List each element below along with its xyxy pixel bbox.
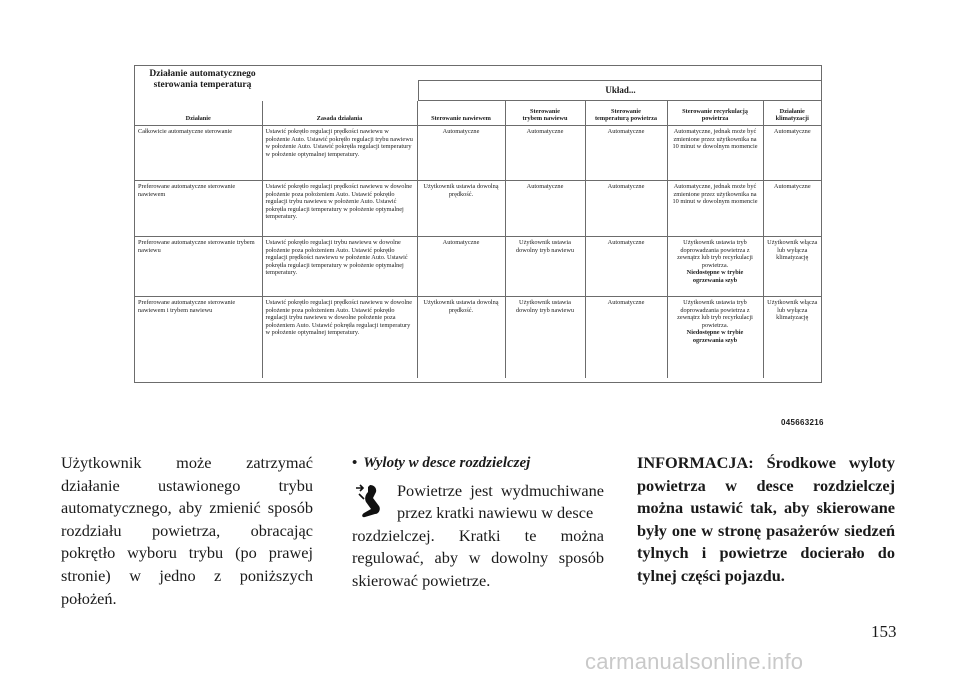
cell-recirc: Automatyczne, jednak może być zmienione przez użytkownika na 10 minut w dowolnym momencie [667, 126, 763, 181]
figure-title-line1: Działanie automatycznego [149, 69, 256, 79]
table-row [135, 181, 821, 237]
col-header-ac: Działanie klimatyzacji [763, 101, 821, 126]
cell-temp-ctl: Automatyczne [585, 237, 667, 297]
cell-rule: Ustawić pokrętło regulacji trybu nawiewu w dowolne położenie poza położeniem Auto. Ustawić pokrętło regulacji prędkości nawiewu w położenie Auto. Ustawić pokrętła regulacji temperatury w położenie optymalnej temperatury. [262, 237, 417, 297]
col-header-rule: Zasada działania [262, 101, 417, 126]
cell-mode: Preferowane automatyczne sterowanie nawiewem i trybem nawiewu [135, 297, 262, 379]
col-header-mode-ctl: Sterowanie trybem nawiewu [505, 101, 585, 126]
table-row [135, 126, 821, 181]
cell-blower: Użytkownik ustawia dowolną prędkość. [417, 181, 505, 237]
cell-blower: Użytkownik ustawia dowolną prędkość. [417, 297, 505, 379]
recirc-note: Niedostępne w trybie [686, 269, 744, 277]
bullet-section [352, 452, 604, 593]
cell-mode-ctl: Automatyczne [505, 126, 585, 181]
table-row [135, 297, 821, 379]
cell-mode: Całkowicie automatyczne sterowanie [135, 126, 262, 181]
figure-title-line2: sterowania temperaturą [153, 80, 252, 90]
figure-id: 045663216 [781, 418, 824, 427]
cell-temp-ctl: Automatyczne [585, 181, 667, 237]
table-row [135, 237, 821, 297]
cell-rule: Ustawić pokrętło regulacji prędkości nawiewu w dowolne położenie poza położeniem Auto. Ustawić pokrętło regulacji trybu nawiewu w dowolne położenie poza położeniem Auto. Ustawić pokrętła regulacji temperatury w położenie optymalnej temperatury. [262, 297, 417, 379]
cell-mode: Preferowane automatyczne sterowanie trybem nawiewu [135, 237, 262, 297]
table-header-row [135, 101, 821, 126]
watermark: carmanualsonline.info [585, 649, 804, 674]
col-header-temp-ctl: Sterowanie temperaturą powietrza [585, 101, 667, 126]
figure-title [135, 66, 270, 96]
col-header-blower: Sterowanie nawiewem [417, 101, 505, 126]
cell-ac: Użytkownik włącza lub wyłącza klimatyzację [763, 237, 821, 297]
recirc-note: Niedostępne w trybie [686, 329, 744, 337]
page-number: 153 [871, 622, 897, 641]
cell-ac: Automatyczne [763, 126, 821, 181]
cell-mode: Preferowane automatyczne sterowanie nawiewem [135, 181, 262, 237]
hvac-modes-table [135, 101, 821, 378]
cell-recirc: Użytkownik ustawia tryb doprowadzania powietrza z zewnątrz lub tryb recyrkulacji powietrza. Niedostępne w trybie ogrzewania szyb [667, 297, 763, 379]
vent-text-b: rozdzielczej. Kratki te można regulować, aby w dowolny sposób skierować powietrze. [352, 525, 604, 590]
hvac-modes-figure [134, 65, 822, 383]
cell-mode-ctl: Użytkownik ustawia dowolny tryb nawiewu [505, 237, 585, 297]
bullet-title: • Wyloty w desce rozdzielczej [352, 455, 531, 471]
recirc-note-2: ogrzewania szyb [692, 336, 738, 344]
cell-recirc: Automatyczne, jednak może być zmienione przez użytkownika na 10 minut w dowolnym momencie [667, 181, 763, 237]
cell-blower: Automatyczne [417, 237, 505, 297]
cell-mode-ctl: Automatyczne [505, 181, 585, 237]
col-header-recirc: Sterowanie recyrkulacją powietrza [667, 101, 763, 126]
bullet-dot: • [352, 455, 358, 471]
cell-rule: Ustawić pokrętło regulacji prędkości nawiewu w dowolne położenie poza położeniem Auto. Ustawić pokrętło regulacji trybu nawiewu w położenie Auto. Ustawić pokrętła regulacji temperatury w położenie optymalnej temperatury. [262, 181, 417, 237]
cell-rule: Ustawić pokrętło regulacji prędkości nawiewu w położenie Auto. Ustawić pokrętło regulacji trybu nawiewu w położenie Auto. Ustawić pokrętła regulacji temperatury w położenie optymalnej temperatury. [262, 126, 417, 181]
info-note: INFORMACJA: Środkowe wyloty powietrza w desce rozdzielczej można ustawić tak, aby skierowane były one w stronę pasażerów siedzeń tylnych i powietrze docierało do tylnej części pojazdu. [637, 453, 895, 585]
cell-ac: Użytkownik włącza lub wyłącza klimatyzację [763, 297, 821, 379]
vent-paragraph [352, 480, 604, 593]
cell-temp-ctl: Automatyczne [585, 126, 667, 181]
cell-ac: Automatyczne [763, 181, 821, 237]
group-header: Układ... [418, 80, 822, 101]
cell-temp-ctl: Automatyczne [585, 297, 667, 379]
recirc-note-2: ogrzewania szyb [692, 276, 738, 284]
cell-recirc: Użytkownik ustawia tryb doprowadzania powietrza z zewnątrz lub tryb recyrkulacji powietrza. Niedostępne w trybie ogrzewania szyb [667, 237, 763, 297]
cell-blower: Automatyczne [417, 126, 505, 181]
vent-text-a: Powietrze jest wydmuchiwane przez kratki nawiewu w desce [397, 480, 604, 523]
col-header-mode: Działanie [135, 101, 262, 126]
paragraph-intro: Użytkownik może zatrzymać działanie ustawionego trybu automatycznego, aby zmienić sposób rozdziału powietrza, obracając pokrętło wyboru trybu (po prawej stronie) w jedno z poniższych położeń. [61, 453, 313, 608]
cell-mode-ctl: Użytkownik ustawia dowolny tryb nawiewu [505, 297, 585, 379]
dashboard-vent-icon [355, 484, 383, 518]
